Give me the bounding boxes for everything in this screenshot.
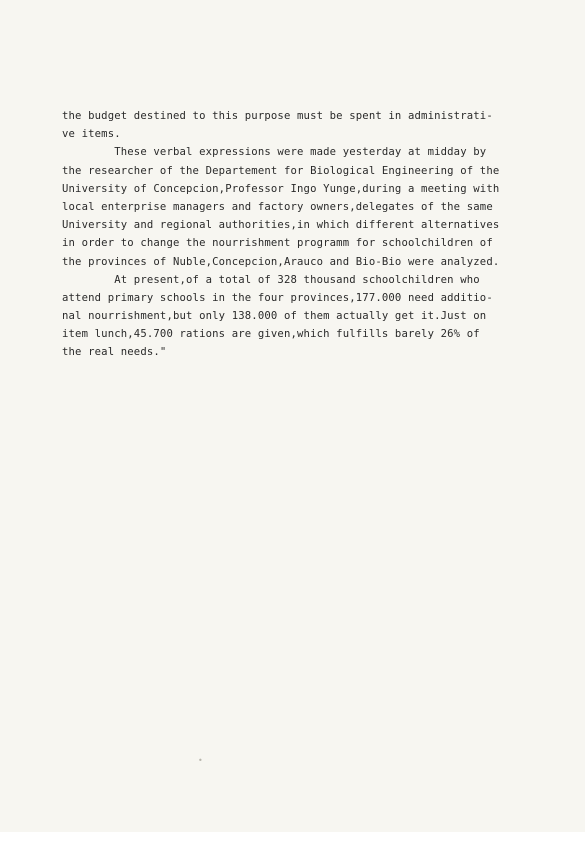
paper-speck: • xyxy=(198,756,203,765)
text-line: ve items. xyxy=(62,128,121,141)
typewritten-text-block xyxy=(62,107,552,362)
text-line: the researcher of the Departement for Biological Engineering of the xyxy=(62,164,500,177)
text-line: item lunch,45.700 rations are given,which fulfills barely 26% of xyxy=(62,328,480,341)
text-line: University of Concepcion,Professor Ingo Yunge,during a meeting with xyxy=(62,182,500,195)
text-line: University and regional authorities,in which different alternatives xyxy=(62,219,500,232)
text-line: nal nourrishment,but only 138.000 of them actually get it.Just on xyxy=(62,310,487,323)
text-line: attend primary schools in the four provinces,177.000 need additio- xyxy=(62,291,493,304)
text-line: These verbal expressions were made yesterday at midday by xyxy=(62,146,487,159)
page-bottom-margin xyxy=(0,832,585,842)
text-line: local enterprise managers and factory owners,delegates of the same xyxy=(62,200,493,213)
text-line: the provinces of Nuble,Concepcion,Arauco and Bio-Bio were analyzed. xyxy=(62,255,500,268)
text-line: in order to change the nourrishment programm for schoolchildren of xyxy=(62,237,493,250)
text-line: the budget destined to this purpose must be spent in administrati- xyxy=(62,110,493,122)
text-line: the real needs." xyxy=(62,346,167,359)
text-line: At present,of a total of 328 thousand schoolchildren who xyxy=(62,273,480,286)
